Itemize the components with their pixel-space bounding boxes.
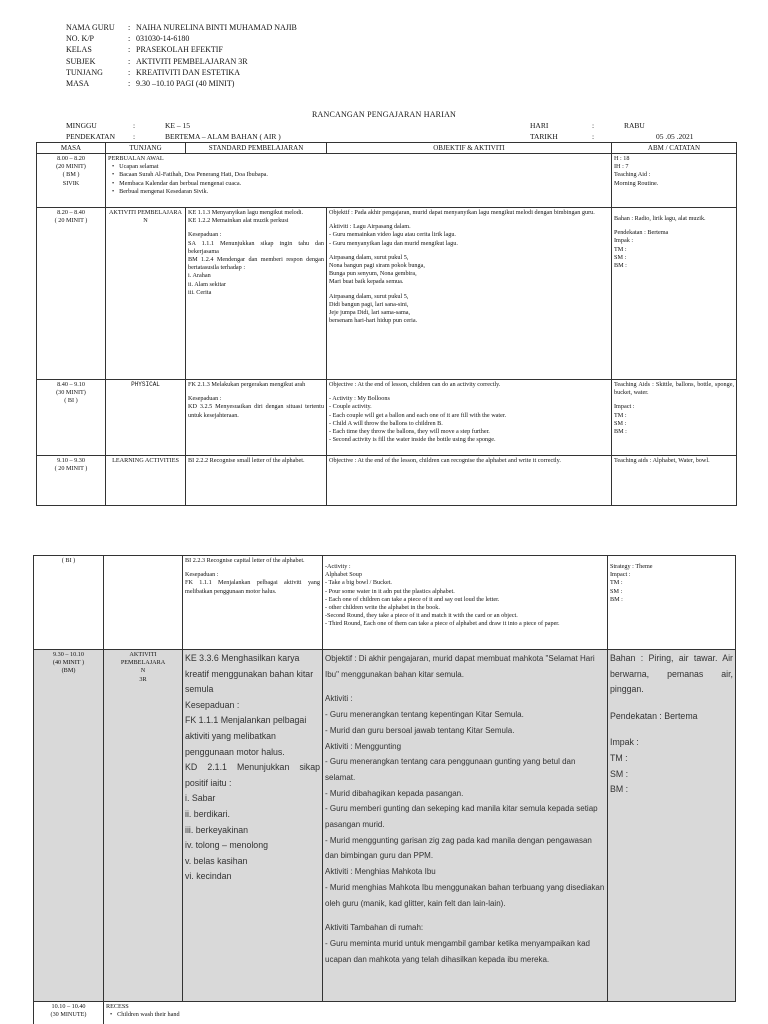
objektif-cell: Objective : At the end of the lesson, children can recognise the alphabet and write it correctly. xyxy=(327,456,612,506)
text-line: KE 3.3.6 Menghasilkan karya kreatif menggunakan bahan kitar semula xyxy=(185,653,314,695)
text-line: SM : xyxy=(614,419,627,427)
tunjang-cell: LEARNING ACTIVITIES xyxy=(106,456,186,506)
text-line: iii. berkeyakinan xyxy=(185,824,249,835)
pendekatan-label: PENDEKATAN xyxy=(66,132,115,141)
teacher-info xyxy=(66,22,297,89)
minggu-value: KE – 15 xyxy=(165,121,190,130)
abm-cell xyxy=(612,154,737,208)
masa-cell xyxy=(37,380,106,456)
page-two xyxy=(0,555,768,1024)
hari-label: HARI xyxy=(530,121,549,130)
perbualan-awal-cell xyxy=(106,154,612,208)
text-line: BM : xyxy=(610,784,629,795)
text-line: IH : 7 xyxy=(614,163,629,171)
masa-subject: ( BI ) xyxy=(64,397,78,405)
header-abm: ABM / CATATAN xyxy=(612,143,737,154)
recess-cell xyxy=(104,1002,736,1024)
text-line: 3R xyxy=(139,675,147,683)
text-line: SA 1.1.1 Menunjukkan sikap ingin tahu dan bekerjasama xyxy=(188,239,324,255)
masa-duration: (40 MINIT ) xyxy=(52,659,85,667)
text-line: i. Sabar xyxy=(185,793,216,804)
colon: : xyxy=(133,121,136,130)
lyric-line: bersenam hari-hari hidup pun ceria. xyxy=(329,317,418,325)
standard-cell xyxy=(186,380,327,456)
text-line: Morning Routine. xyxy=(614,179,659,187)
tarikh-value: 05 .05 .2021 xyxy=(656,132,694,141)
text-line: -Activity : xyxy=(325,563,351,570)
masa-duration: (30 MINIT) xyxy=(56,389,86,397)
text-line: Bahan : Piring, air tawar. Air berwarna, pemanas air, pinggan. xyxy=(610,653,733,695)
objektif-cell xyxy=(323,650,608,1002)
colon: : xyxy=(133,132,136,141)
lesson-plan-table-continued xyxy=(33,555,736,1024)
text-line: Kesepaduan : xyxy=(188,231,222,239)
text-line: Aktiviti : Menghias Mahkota Ibu xyxy=(325,867,436,877)
text-line: BM : xyxy=(610,595,623,603)
text-line: KD 3.2.5 Menyesuaikan diri dengan situasi tertentu untuk kesejahteraan. xyxy=(188,403,324,419)
list-item: • Ucapan selamat xyxy=(122,163,609,171)
text-line: SM : xyxy=(610,768,629,779)
list-item: • Membaca Kalendar dan berbual mengenai cuaca. xyxy=(122,180,609,188)
lyric-line: Airpasang dalam, surut pukul 5, xyxy=(329,292,409,300)
table-row xyxy=(34,1002,736,1024)
objektif-cell xyxy=(327,380,612,456)
text-line: Impact : xyxy=(610,571,631,579)
text-line: - Activity : My Bolloons xyxy=(329,395,390,403)
text-line: - Second activity is fill the water inside the bottle using the sponge. xyxy=(329,436,496,444)
text-line: - Child A will throw the ballons to children B. xyxy=(329,419,443,427)
info-row: NO. K/P : 031030-14-6180 xyxy=(66,34,190,44)
masa-cell xyxy=(37,154,106,208)
text-line: - Each one of children can take a piece of it and say out loud the letter. xyxy=(325,595,500,603)
objektif-cell xyxy=(323,556,608,650)
text-line: - Guru menerangkan tentang kepentingan Kitar Semula. xyxy=(325,710,524,720)
text-line: - Take a big bowl / Bucket. xyxy=(325,579,392,587)
section-title: RECESS xyxy=(106,1003,129,1010)
text-line: KD 2.1.1 Menunjukkan sikap positif iaitu : xyxy=(185,762,320,788)
info-label: MASA xyxy=(66,79,90,89)
text-line: i. Arahan xyxy=(188,272,211,280)
text-line: Objektif : Pada akhir pengajaran, murid dapat menyanyikan lagu mengikut melodi dengan bimbingan guru. xyxy=(329,209,595,216)
text-line: TM : xyxy=(610,579,623,587)
text-line: Impact : xyxy=(614,403,635,411)
standard-cell xyxy=(183,650,323,1002)
info-label: TUNJANG xyxy=(66,67,103,77)
text-line: Impak : xyxy=(610,737,639,748)
header-standard: STANDARD PEMBELAJARAN xyxy=(186,143,327,154)
text-line: - Guru memainkan video lagu atau cerita lirik lagu. xyxy=(329,231,456,239)
info-row: MASA : 9.30 –10.10 PAGI (40 MINIT) xyxy=(66,79,235,89)
lyric-line: Bunga pun senyum, Nona gembira, xyxy=(329,270,417,278)
tunjang-cell: PHYSICAL xyxy=(106,380,186,456)
text-line: - Each time they throw the ballons, they will move a step further. xyxy=(329,428,490,436)
text-line: v. belas kasihan xyxy=(185,855,248,866)
tunjang-cell xyxy=(104,650,183,1002)
info-value: KREATIVITI DAN ESTETIKA xyxy=(136,67,240,77)
masa-time: 8.20 – 8.40 xyxy=(57,209,85,216)
text-line: - Murid menggunting garisan zig zag pada kad manila dengan pengawasan dan bimbingan guru dan PPM. xyxy=(325,835,592,861)
masa-cell xyxy=(37,208,106,380)
info-label: NO. K/P xyxy=(66,34,95,44)
text-line: TM : xyxy=(614,245,627,253)
lyric-line: Jeje jumpa Didi, lari sama-sama, xyxy=(329,309,411,317)
text-line: Aktiviti : Lagu Airpasang dalam. xyxy=(329,223,411,231)
masa-duration: ( 20 MINIT ) xyxy=(54,465,88,473)
text-line: Objektif : Di akhir pengajaran, murid dapat membuat mahkota "Selamat Hari Ibu" menggunakan bahan kitar semula. xyxy=(325,654,595,679)
text-line: - Couple activity. xyxy=(329,403,372,411)
text-line: - Each couple will get a ballon and each one of it are fill with the water. xyxy=(329,411,507,419)
text-line: FK 1.1.1 Menjalankan pelbagai aktiviti yang melibatkan penggunaan motor halus. xyxy=(185,579,320,595)
text-line: Aktiviti Tambahan di rumah: xyxy=(325,923,424,933)
text-line: PEMBELAJARA xyxy=(120,659,166,667)
masa-cell: ( BI ) xyxy=(34,556,104,650)
info-row: SUBJEK : AKTIVITI PEMBELAJARAN 3R xyxy=(66,56,248,66)
list-item: • Bacaan Surah Al-Fatihah, Doa Penerang Hati, Doa Ibubapa. xyxy=(122,171,609,179)
list-item: • Children wash their hand xyxy=(120,1011,734,1019)
info-label: SUBJEK xyxy=(66,56,96,66)
tunjang-cell: AKTIVITI PEMBELAJARA N xyxy=(106,208,186,380)
text-line: H : 18 xyxy=(614,155,630,162)
section-title: PERBUALAN AWAL xyxy=(108,155,164,162)
text-line: BI 2.2.3 Recognise capital letter of the alphabet. xyxy=(185,557,305,564)
page-gap xyxy=(0,515,768,555)
text-line: ii. berdikari. xyxy=(185,808,230,819)
text-line: AKTIVITI xyxy=(129,651,157,658)
masa-time: 8.00 – 8.20 xyxy=(57,155,85,162)
info-value: 9.30 –10.10 PAGI (40 MINIT) xyxy=(136,79,235,89)
text-line: SM : xyxy=(614,253,627,261)
standard-cell xyxy=(186,208,327,380)
lyric-line: Nona bangun pagi siram pokok bunga, xyxy=(329,262,425,270)
header-objektif: OBJEKTIF & AKTIVITI xyxy=(327,143,612,154)
text-line: FK 2.1.3 Melakukan pergerakan mengikut arah xyxy=(188,381,306,388)
table-row xyxy=(37,208,737,380)
table-row xyxy=(37,380,737,456)
text-line: Pendekatan : Bertema xyxy=(614,229,669,237)
text-line: iii. Cerita xyxy=(188,288,212,296)
abm-cell xyxy=(608,556,736,650)
tunjang-cell xyxy=(104,556,183,650)
lyric-line: Didi bangun pagi, lari sana-sini, xyxy=(329,300,409,308)
text-line: Teaching Aid : xyxy=(614,171,651,179)
text-line: - Murid menghias Mahkota Ibu menggunakan bahan terbuang yang disediakan oleh guru (manik, kad glitter, kain felt dan lain-lain). xyxy=(325,882,605,908)
masa-time: 9.10 – 9.30 xyxy=(57,457,85,464)
page-title: RANCANGAN PENGAJARAN HARIAN xyxy=(311,110,457,119)
tarikh-label: TARIKH xyxy=(530,132,558,141)
masa-note: SIVIK xyxy=(62,179,80,187)
info-label: KELAS xyxy=(66,45,92,55)
text-line: BM : xyxy=(614,262,627,270)
abm-cell: Teaching aids : Alphabet, Water, bowl. xyxy=(612,456,737,506)
masa-cell xyxy=(37,456,106,506)
table-row xyxy=(34,556,736,650)
text-line: iv. tolong – menolong xyxy=(185,840,268,851)
text-line: TM : xyxy=(610,752,628,763)
text-line: Teaching Aids : Skittle, ballons, bottle, sponge, bucket, water. xyxy=(614,381,734,397)
text-line: - Pour some water in it adn put the plastics alphabet. xyxy=(325,587,455,595)
text-line: KE 1.1.3 Menyanyikan lagu mengikut melodi. xyxy=(188,209,304,216)
text-line: BM 1.2.4 Mendengar dan memberi respon dengan bertatasusila terhadap : xyxy=(188,256,324,272)
masa-time: 8.40 – 9.10 xyxy=(57,381,85,388)
text-line: Aktiviti : xyxy=(325,694,353,704)
info-row: TUNJANG : KREATIVITI DAN ESTETIKA xyxy=(66,67,240,77)
standard-cell xyxy=(183,556,323,650)
text-line: Pendekatan : Bertema xyxy=(610,710,698,721)
text-line: - Guru menyanyikan lagu dan murid mengikut lagu. xyxy=(329,239,458,247)
lyric-line: Airpasang dalam, surut pukul 5, xyxy=(329,253,409,261)
masa-cell xyxy=(34,1002,104,1024)
text-line: - Guru memberi gunting dan sekeping kad manila kitar semula kepada setiap pasangan murid. xyxy=(325,804,598,830)
text-line: - Guru menerangkan tentang cara penggunaan gunting yang betul dan selamat. xyxy=(325,757,576,782)
info-label: NAMA GURU xyxy=(66,23,115,32)
objektif-cell xyxy=(327,208,612,380)
text-line: BM : xyxy=(614,428,627,436)
pendekatan-value: BERTEMA – ALAM BAHAN ( AIR ) xyxy=(165,132,281,141)
minggu-label: MINGGU xyxy=(66,121,97,130)
lyric-line: Mari buat baik kepada semua. xyxy=(329,278,404,286)
colon: : xyxy=(592,132,595,141)
text-line: Strategy : Theme xyxy=(610,563,653,570)
table-row xyxy=(37,154,737,208)
masa-subject: ( BM ) xyxy=(62,171,80,179)
standard-cell: BI 2.2.2 Recognise small letter of the alphabet. xyxy=(186,456,327,506)
text-line: SM : xyxy=(610,587,623,595)
masa-time: 10.10 – 10.40 xyxy=(51,1003,86,1010)
info-value: PRASEKOLAH EFEKTIF xyxy=(136,45,223,55)
abm-cell xyxy=(612,380,737,456)
colon: : xyxy=(592,121,595,130)
info-row: KELAS : PRASEKOLAH EFEKTIF xyxy=(66,45,223,55)
text-line: ii. Alam sekitar xyxy=(188,280,226,288)
info-row: NAMA GURU : NAIHA NURELINA BINTI MUHAMAD NAJIB xyxy=(66,23,297,32)
abm-cell xyxy=(608,650,736,1002)
text-line: Kesepaduan : xyxy=(188,395,222,403)
masa-subject: (BM) xyxy=(61,667,76,675)
text-line: Kesepaduan : xyxy=(185,699,240,710)
text-line: vi. kecindan xyxy=(185,871,232,882)
header-tunjang: TUNJANG xyxy=(106,143,186,154)
table-row xyxy=(37,456,737,506)
text-line: - Guru meminta murid untuk mengambil gambar ketika menyampaikan kad ucapan dan mahkota yang telah dihasilkan kepada ibu mereka. xyxy=(325,938,591,964)
text-line: FK 1.1.1 Menjalankan pelbagai aktiviti yang melibatkan penggunaan motor halus. xyxy=(185,715,307,757)
header-masa: MASA xyxy=(37,143,106,154)
masa-duration: (20 MINIT) xyxy=(56,163,86,171)
info-value: AKTIVITI PEMBELAJARAN 3R xyxy=(136,56,248,66)
text-line: - Murid dibahagikan kepada pasangan. xyxy=(325,788,464,798)
lesson-plan-table xyxy=(36,142,737,506)
text-line: N xyxy=(140,667,146,675)
text-line: Objective : At the end of lesson, children can do an activity correctly. xyxy=(329,381,501,388)
hari-value: RABU xyxy=(624,121,645,130)
text-line: - Third Round, Each one of them can take a piece of alphabet and draw it into a piece of paper. xyxy=(325,620,560,628)
text-line: Bahan : Radio, lirik lagu, alat muzik. xyxy=(614,215,706,222)
table-header-row xyxy=(37,143,737,154)
abm-cell xyxy=(612,208,737,380)
text-line: -Second Round, they take a piece of it and match it with the card or an object. xyxy=(325,612,518,620)
list-item: • Berbual mengenai Kesedaran Sivik. xyxy=(122,188,609,196)
text-line: Impak : xyxy=(614,237,634,245)
text-line: - Murid dan guru bersoal jawab tentang Kitar Semula. xyxy=(325,725,515,735)
info-value: NAIHA NURELINA BINTI MUHAMAD NAJIB xyxy=(136,23,297,32)
text-line: - other children write the alphabet in the book. xyxy=(325,604,440,612)
info-value: 031030-14-6180 xyxy=(136,34,190,44)
text-line: Kesepaduan : xyxy=(185,571,219,579)
text-line: KE 1.2.2 Memainkan alat muzik perkusi xyxy=(188,217,289,225)
table-row xyxy=(34,650,736,1002)
text-line: Alphabet Soup xyxy=(325,571,362,579)
masa-time: 9.30 – 10.10 xyxy=(53,651,84,658)
text-line: Aktiviti : Menggunting xyxy=(325,741,402,751)
masa-cell xyxy=(34,650,104,1002)
masa-duration: (30 MINUTE) xyxy=(50,1011,87,1019)
text-line: TM : xyxy=(614,411,627,419)
masa-duration: ( 20 MINIT ) xyxy=(54,217,88,225)
